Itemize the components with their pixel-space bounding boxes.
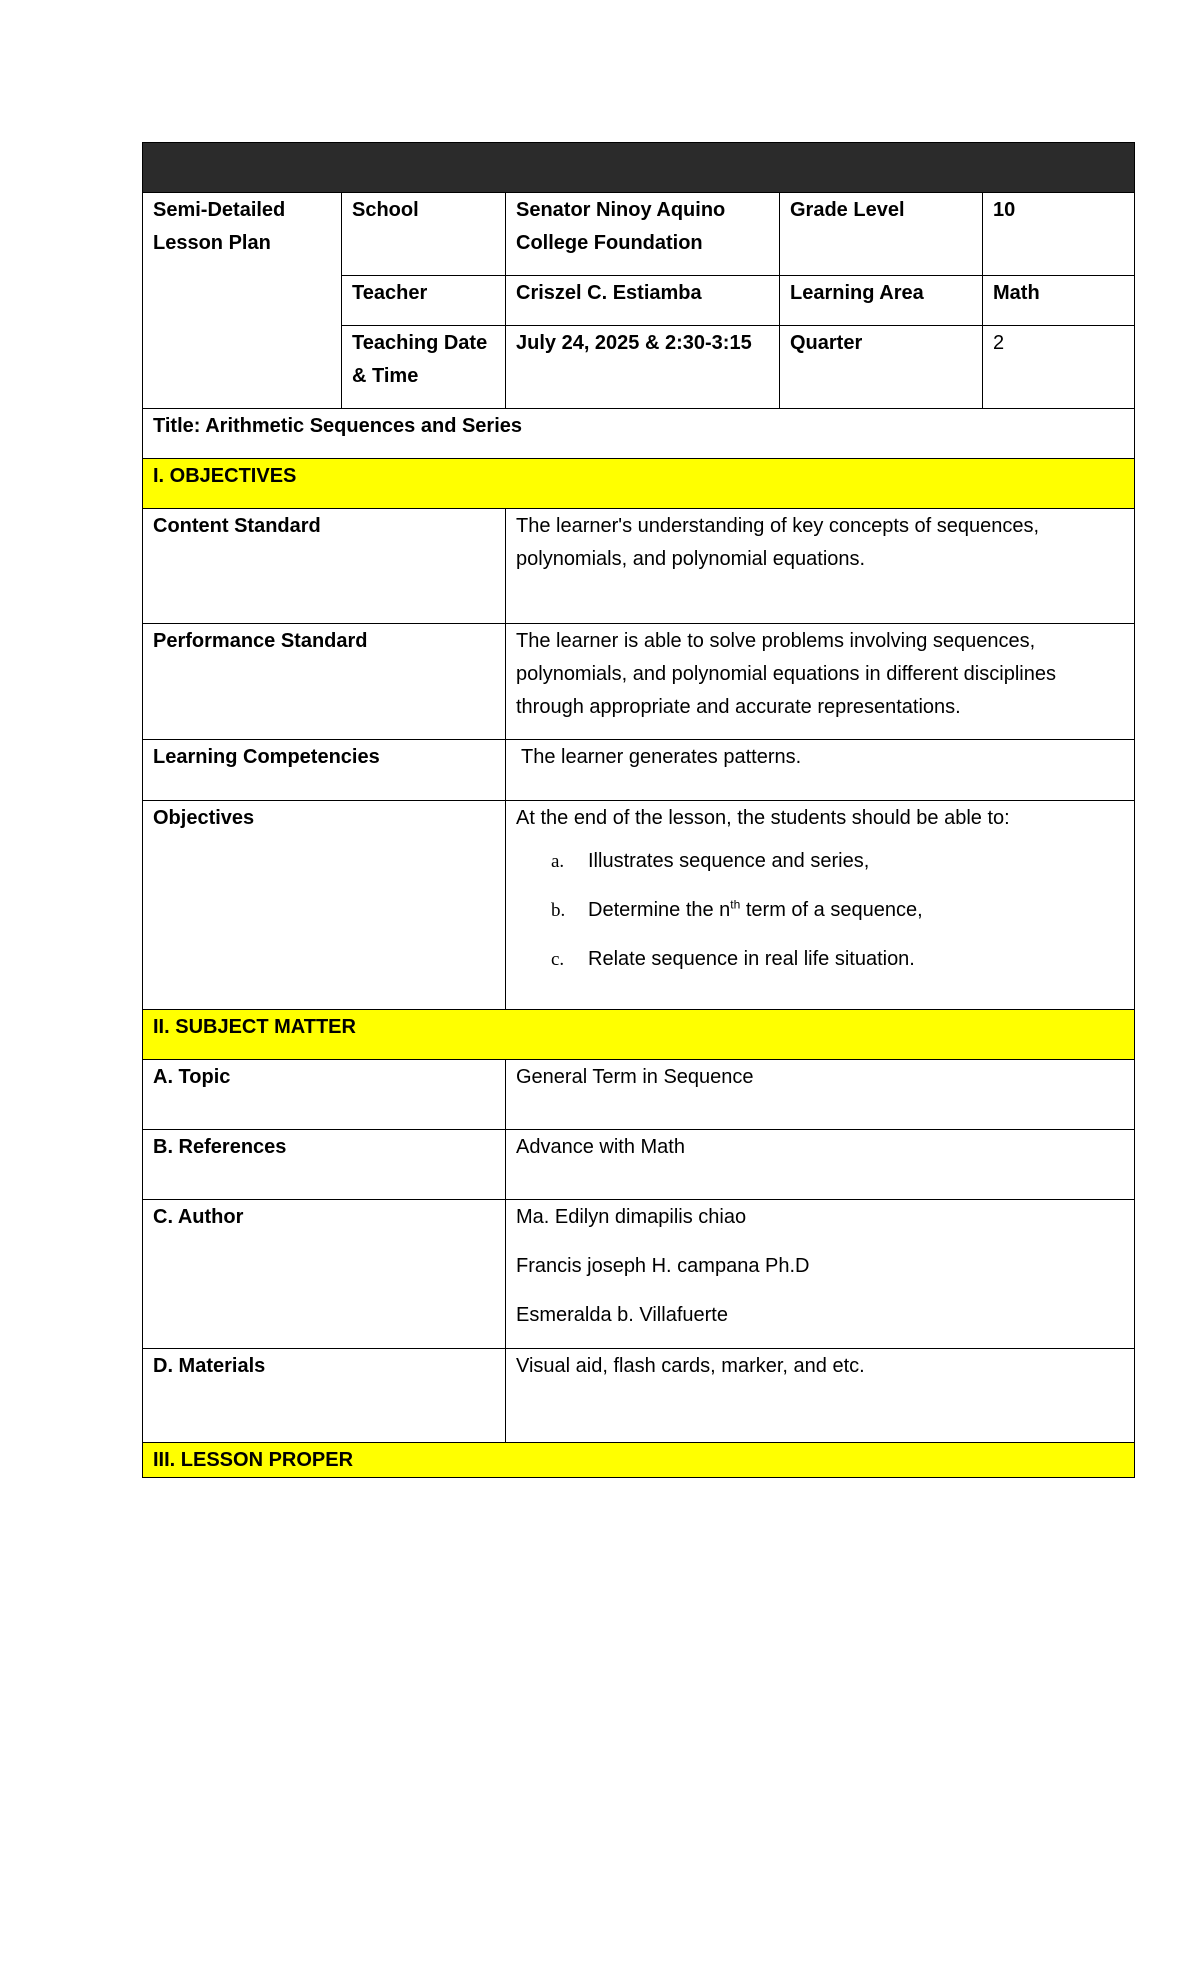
objective-text-after: term of a sequence, <box>740 899 923 921</box>
list-marker: c. <box>551 949 565 970</box>
author-name: Ma. Edilyn dimapilis chiao <box>516 1206 747 1228</box>
objectives-intro: At the end of the lesson, the students should be able to: <box>516 807 1010 829</box>
subject-matter-heading-row <box>143 1010 1135 1060</box>
quarter-label: Quarter <box>780 326 983 409</box>
performance-standard-row <box>143 624 1135 740</box>
header-bar <box>143 143 1135 193</box>
author-name: Esmeralda b. Villafuerte <box>516 1304 728 1326</box>
list-item <box>516 943 1124 976</box>
performance-standard-label: Performance Standard <box>143 624 506 740</box>
content-standard-label: Content Standard <box>143 509 506 624</box>
learning-area-value: Math <box>983 276 1135 326</box>
author-cell <box>506 1200 1135 1349</box>
lesson-plan-table <box>142 142 1135 1478</box>
list-marker: a. <box>551 851 565 872</box>
grade-level-value: 10 <box>983 193 1135 276</box>
objectives-heading: I. OBJECTIVES <box>143 459 1135 509</box>
materials-value: Visual aid, flash cards, marker, and etc. <box>506 1349 1135 1443</box>
materials-row <box>143 1349 1135 1443</box>
grade-level-label: Grade Level <box>780 193 983 276</box>
lesson-title: Title: Arithmetic Sequences and Series <box>143 409 1135 459</box>
school-label: School <box>342 193 506 276</box>
competencies-value: The learner generates patterns. <box>506 740 1135 801</box>
content-standard-value: The learner's understanding of key concepts of sequences, polynomials, and polynomial equations. <box>506 509 1135 624</box>
learning-area-label: Learning Area <box>780 276 983 326</box>
superscript-th: th <box>730 897 741 912</box>
topic-label: A. Topic <box>143 1060 506 1130</box>
competencies-label: Learning Competencies <box>143 740 506 801</box>
materials-label: D. Materials <box>143 1349 506 1443</box>
school-row <box>143 193 1135 276</box>
teaching-date-label: Teaching Date & Time <box>342 326 506 409</box>
list-item <box>516 894 1124 927</box>
title-row <box>143 409 1135 459</box>
list-item <box>516 845 1124 878</box>
lesson-proper-heading: III. LESSON PROPER <box>143 1443 1135 1478</box>
teacher-value: Criszel C. Estiamba <box>506 276 780 326</box>
objective-text: Illustrates sequence and series, <box>588 850 870 872</box>
topic-value: General Term in Sequence <box>506 1060 1135 1130</box>
performance-standard-value: The learner is able to solve problems involving sequences, polynomials, and polynomial equations in different disciplines through appropriate and accurate representations. <box>506 624 1135 740</box>
list-marker: b. <box>551 900 566 921</box>
topic-row <box>143 1060 1135 1130</box>
author-label: C. Author <box>143 1200 506 1349</box>
objectives-row <box>143 801 1135 1010</box>
references-row <box>143 1130 1135 1200</box>
objectives-label: Objectives <box>143 801 506 1010</box>
objectives-list <box>516 845 1124 976</box>
school-value: Senator Ninoy Aquino College Foundation <box>506 193 780 276</box>
teaching-date-value: July 24, 2025 & 2:30-3:15 <box>506 326 780 409</box>
content-standard-row <box>143 509 1135 624</box>
author-row <box>143 1200 1135 1349</box>
objective-text: Relate sequence in real life situation. <box>588 948 915 970</box>
references-value: Advance with Math <box>506 1130 1135 1200</box>
subject-matter-heading: II. SUBJECT MATTER <box>143 1010 1135 1060</box>
teacher-label: Teacher <box>342 276 506 326</box>
plan-type-label: Semi-Detailed Lesson Plan <box>143 193 342 409</box>
quarter-value: 2 <box>983 326 1135 409</box>
objectives-heading-row <box>143 459 1135 509</box>
references-label: B. References <box>143 1130 506 1200</box>
objective-text <box>588 894 923 927</box>
objectives-cell <box>506 801 1135 1010</box>
objective-text-before: Determine the n <box>588 899 731 921</box>
lesson-proper-heading-row <box>143 1443 1135 1478</box>
competencies-row <box>143 740 1135 801</box>
author-name: Francis joseph H. campana Ph.D <box>516 1255 810 1277</box>
